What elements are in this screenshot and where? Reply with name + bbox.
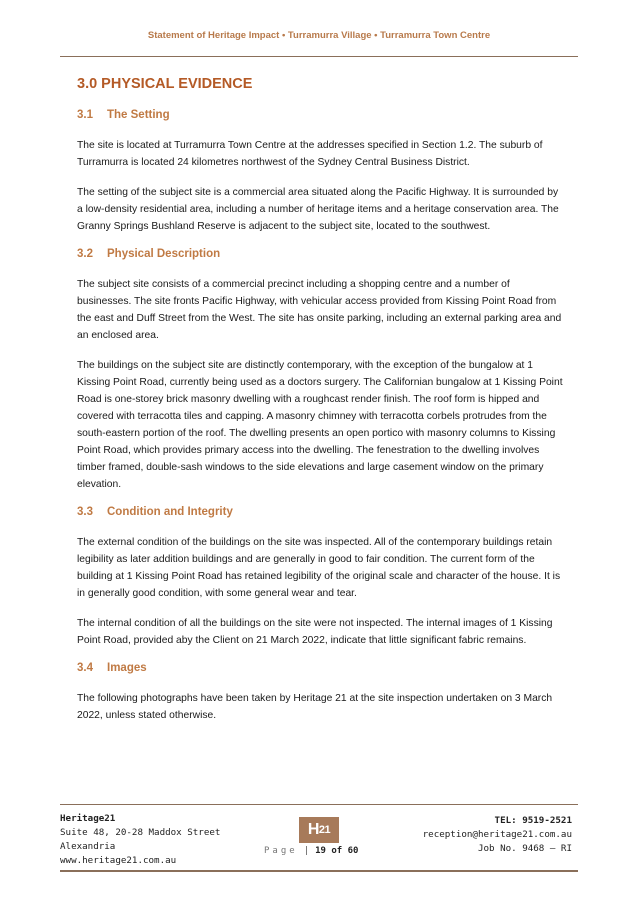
footer-divider-top	[60, 804, 578, 805]
subsection-heading	[77, 506, 563, 518]
paragraph: The subject site consists of a commercial precinct including a shopping centre and a number of businesses. The site fronts Pacific Highway, with vehicular access provided from Kissing Point Road from the east and Duff Street from the West. The site has onsite parking, including an external parking area and an enclosed area.	[77, 279, 562, 341]
page-number	[264, 846, 358, 856]
logo-letter: H	[307, 821, 319, 838]
subsection-number: 3.1	[77, 109, 93, 121]
subsection-physical-description	[77, 248, 563, 493]
subsection-condition-integrity	[77, 506, 563, 649]
paragraph: The external condition of the buildings on the site was inspected. All of the contemporary buildings retain legibility as later addition buildings and are generally in good to fair condition. The current form of the building at 1 Kissing Point Road has retained legibility of the original scale and character of the house. It is in generally good condition, with some general wear and tear.	[77, 537, 561, 599]
paragraph: The setting of the subject site is a commercial area situated along the Pacific Highway. It is surrounded by a low-density residential area, including a number of heritage items and a heritage conservation area. The Granny Springs Bushland Reserve is adjacent to the subject site, located to the southwest.	[77, 187, 559, 232]
paragraph: The internal condition of all the buildings on the site were not inspected. The internal images of 1 Kissing Point Road, provided aby the Client on 21 March 2022, indicate that little significant fabric remains.	[77, 618, 553, 646]
subsection-title: Condition and Integrity	[107, 506, 233, 518]
footer-address-block	[60, 812, 220, 868]
subsection-number: 3.4	[77, 662, 93, 674]
telephone: TEL: 9519-2521	[494, 815, 572, 826]
website-link[interactable]: www.heritage21.com.au	[60, 855, 177, 866]
email-link[interactable]: reception@heritage21.com.au	[422, 829, 572, 840]
firm-name: Heritage21	[60, 813, 116, 824]
subsection-number: 3.2	[77, 248, 93, 260]
address-line: Alexandria	[60, 841, 116, 852]
subsection-images	[77, 662, 563, 724]
page-separator: |	[303, 846, 310, 856]
paragraph: The site is located at Turramurra Town Centre at the addresses specified in Section 1.2. The suburb of Turramurra is located 24 kilometres northwest of the Sydney Central Business District.	[77, 140, 543, 168]
address-line: Suite 48, 20-28 Maddox Street	[60, 827, 221, 838]
subsection-title: The Setting	[107, 109, 170, 121]
paragraph: The buildings on the subject site are distinctly contemporary, with the exception of the bungalow at 1 Kissing Point Road, currently being used as a doctors surgery. The Californian bungalow at 1 Kissing Point Road is one-storey brick masonry dwelling with a roughcast render finish. The roof form is hipped and covered with terracotta tiles and capping. A masonry chimney with terracotta corbels protrudes from the south-eastern portion of the roof. The dwelling presents an open portico with masonry columns to Kissing Point Road, which provides primary access into the dwelling. The fenestration to the dwelling involves timber framed, double-sash windows to the side elevations and large casement window on the primary elevation.	[77, 360, 563, 490]
subsection-title: Physical Description	[107, 248, 221, 260]
page-label: Page	[264, 846, 298, 856]
subsection-heading	[77, 248, 563, 260]
section-title: 3.0 PHYSICAL EVIDENCE	[77, 76, 253, 92]
subsection-title: Images	[107, 662, 147, 674]
running-header: Statement of Heritage Impact • Turramurra Village • Turramurra Town Centre	[147, 30, 491, 41]
subsection-setting	[77, 109, 563, 235]
subsection-number: 3.3	[77, 506, 93, 518]
page-value: 19 of 60	[315, 846, 359, 856]
footer-divider-bottom	[60, 870, 578, 872]
footer-contact-block	[423, 814, 572, 856]
paragraph: The following photographs have been taken by Heritage 21 at the site inspection undertaken on 3 March 2022, unless stated otherwise.	[77, 693, 553, 721]
heritage21-logo	[299, 817, 339, 843]
job-number: Job No. 9468 – RI	[477, 843, 572, 854]
document-body	[77, 76, 563, 737]
subsection-heading	[77, 109, 563, 121]
subsection-heading	[77, 662, 563, 674]
logo-number: 21	[318, 824, 331, 836]
header-divider	[60, 56, 578, 57]
